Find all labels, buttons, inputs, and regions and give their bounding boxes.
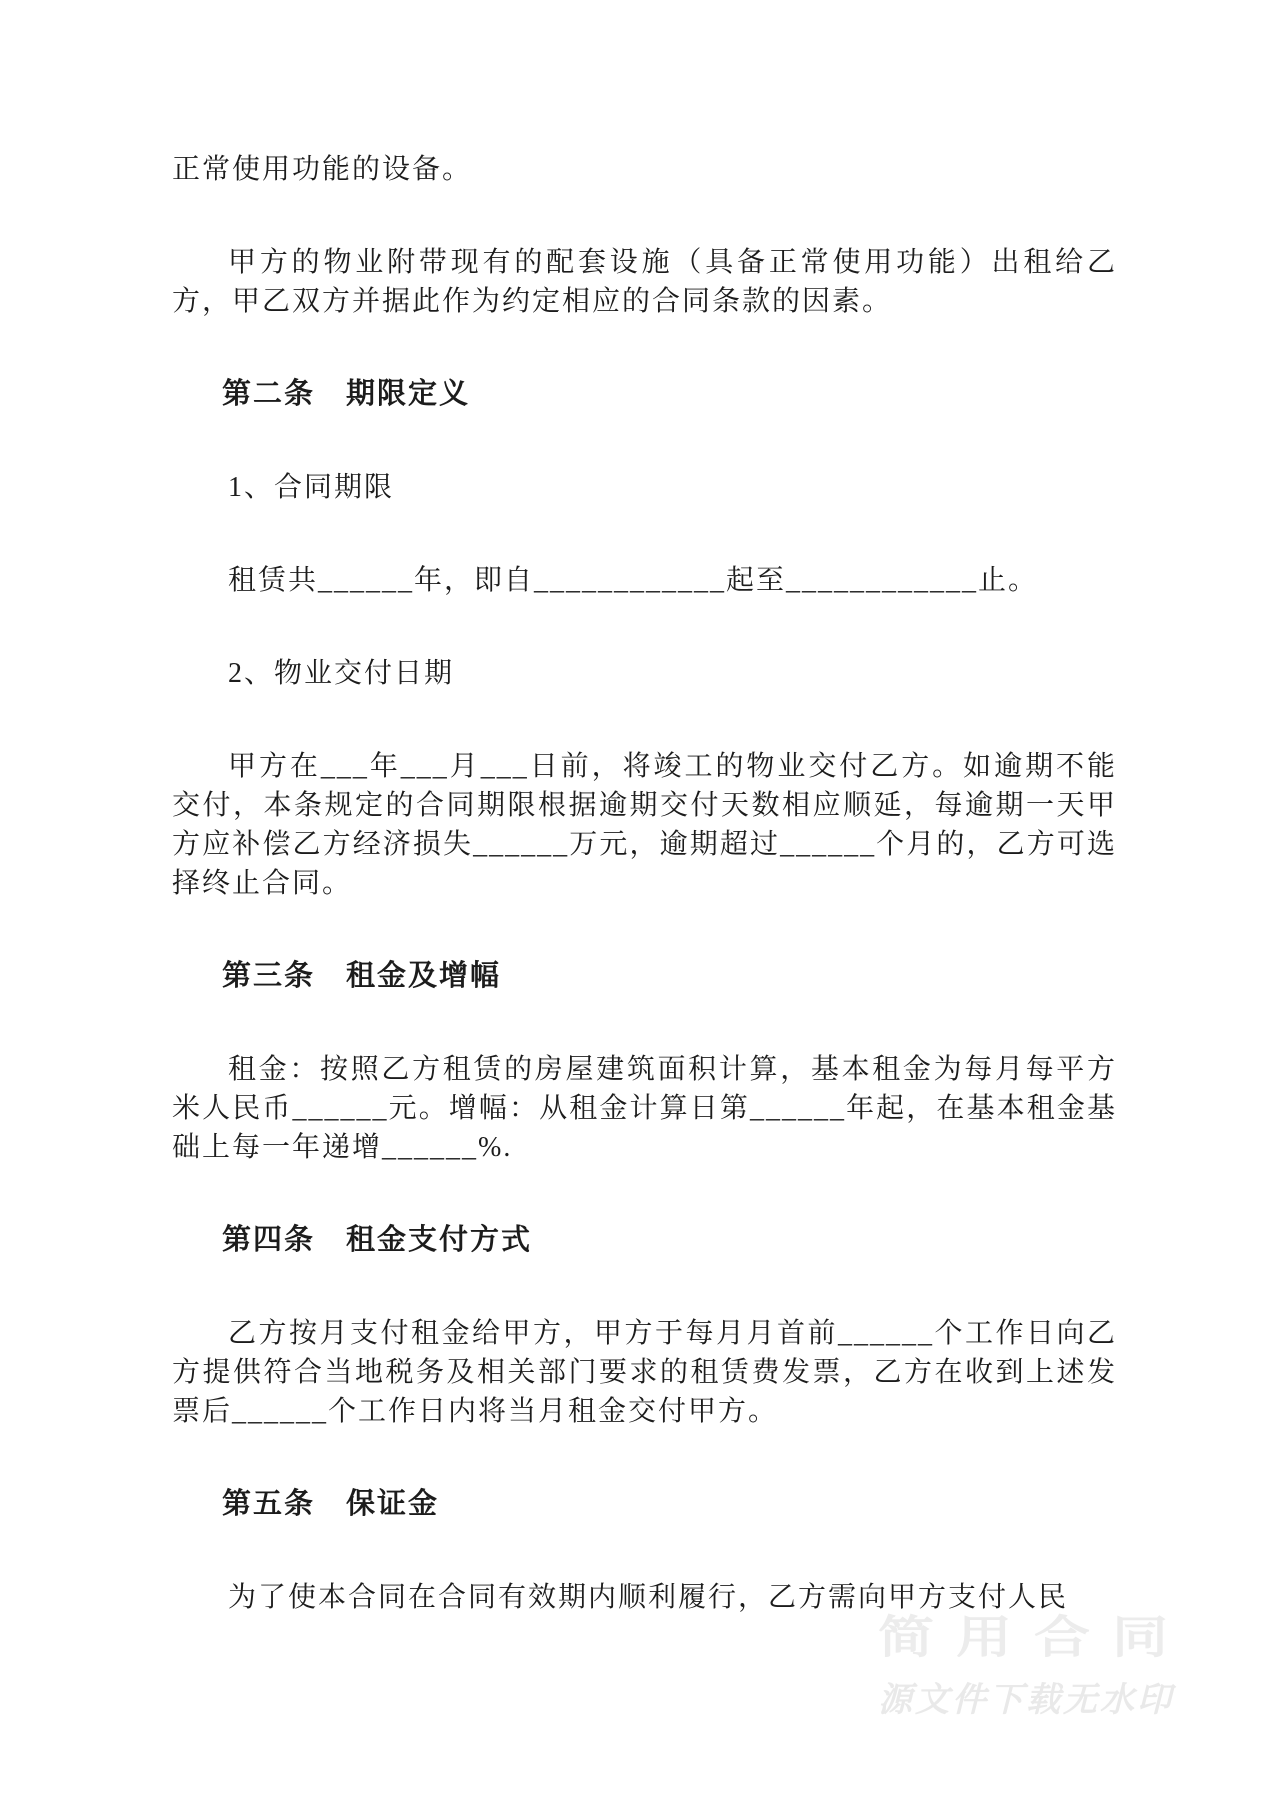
paragraph-delivery-terms: 甲方在___年___月___日前，将竣工的物业交付乙方。如逾期不能交付，本条规定的合同期限根据逾期交付天数相应顺延，每逾期一天甲方应补偿乙方经济损失______万元，逾期超过______个月的，乙方可选择终止合同。 (172, 751, 1117, 899)
contract-body (172, 150, 1117, 1671)
paragraph-facilities: 甲方的物业附带现有的配套设施（具备正常使用功能）出租给乙方，甲乙双方并据此作为约定相应的合同条款的因素。 (172, 247, 1117, 317)
subitem-contract-term: 1、合同期限 (228, 472, 395, 503)
paragraph-lease-term-blanks: 租赁共______年，即自____________起至____________止。 (228, 565, 1039, 596)
heading-clause-2-term-definition: 第二条 期限定义 (222, 378, 471, 410)
heading-clause-5-deposit: 第五条 保证金 (222, 1488, 440, 1520)
subitem-property-delivery-date: 2、物业交付日期 (228, 658, 455, 689)
paragraph-rent-and-increase: 租金：按照乙方租赁的房屋建筑面积计算，基本租金为每月每平方米人民币______元。增幅：从租金计算日第______年起，在基本租金基础上每一年递增______%. (172, 1054, 1117, 1163)
paragraph-equipment-continuation: 正常使用功能的设备。 (172, 154, 473, 185)
heading-clause-4-rent-payment: 第四条 租金支付方式 (222, 1224, 533, 1256)
watermark-tagline-text: 源文件下载无水印 (878, 1681, 1174, 1719)
paragraph-rent-payment: 乙方按月支付租金给甲方，甲方于每月月首前______个工作日向乙方提供符合当地税务及相关部门要求的租赁费发票，乙方在收到上述发票后______个工作日内将当月租金交付甲方。 (172, 1318, 1117, 1427)
paragraph-deposit-intro: 为了使本合同在合同有效期内顺利履行，乙方需向甲方支付人民 (228, 1582, 1069, 1613)
heading-clause-3-rent-and-increase: 第三条 租金及增幅 (222, 960, 502, 992)
watermark-brand-text: 简用合同 (878, 1611, 1190, 1662)
